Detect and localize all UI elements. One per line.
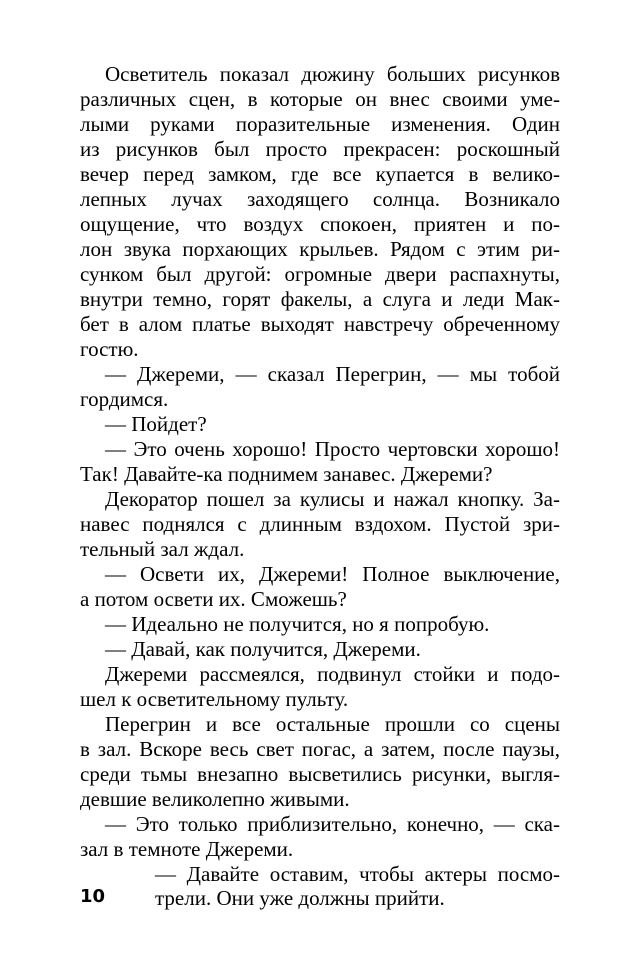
text-line: — Джереми, — сказал Перегрин, — мы тобой xyxy=(105,362,560,386)
text-line: Декоратор пошел за кулисы и нажал кнопку. За- xyxy=(105,487,560,511)
text-line: девшие великолепно живыми. xyxy=(80,787,350,811)
text-line: — Идеально не получится, но я попробую. xyxy=(105,612,490,636)
text-line: лепных лучах заходящего солнца. Возникало xyxy=(80,187,560,211)
text-line: среди тьмы внезапно высветились рисунки, выгля- xyxy=(80,762,560,786)
text-line: лон звука порхающих крыльев. Рядом с этим ри- xyxy=(80,237,560,261)
text-line: тельный зал ждал. xyxy=(80,537,245,561)
text-line: в зал. Вскоре весь свет погас, а затем, после паузы, xyxy=(80,737,560,761)
text-line: внутри темно, горят факелы, а слуга и леди Мак- xyxy=(80,287,560,311)
text-line: навес поднялся с длинным вздохом. Пустой зри- xyxy=(80,512,560,536)
text-line: гордимся. xyxy=(80,387,169,411)
text-line: бет в алом платье выходят навстречу обреченному xyxy=(80,312,560,336)
text-line: — Давай, как получится, Джереми. xyxy=(105,637,421,661)
text-line: — Давайте оставим, чтобы актеры посмо- xyxy=(155,862,560,886)
text-line: гостю. xyxy=(80,337,139,361)
text-line: лыми руками поразительные изменения. Один xyxy=(80,112,560,136)
text-line: зал в темноте Джереми. xyxy=(80,837,294,861)
text-line: — Это только приблизительно, конечно, — ска- xyxy=(105,812,560,836)
text-line: шел к осветительному пульту. xyxy=(80,687,349,711)
text-line: — Освети их, Джереми! Полное выключение, xyxy=(105,562,560,586)
text-line: Перегрин и все остальные прошли со сцены xyxy=(105,712,560,736)
text-line: ощущение, что воздух спокоен, приятен и по- xyxy=(80,212,560,236)
text-line: Джереми рассмеялся, подвинул стойки и подо- xyxy=(105,662,560,686)
page-number: 10 xyxy=(80,886,106,907)
text-line: вечер перед замком, где все купается в велико- xyxy=(80,162,560,186)
text-line: различных сцен, в которые он внес своими уме- xyxy=(80,87,560,111)
text-line: — Пойдет? xyxy=(105,412,207,436)
text-line: — Это очень хорошо! Просто чертовски хорошо! xyxy=(105,437,560,461)
text-line: а потом освети их. Сможешь? xyxy=(80,587,347,611)
text-line: трели. Они уже должны прийти. xyxy=(155,886,445,910)
text-line: Осветитель показал дюжину больших рисунков xyxy=(105,62,560,86)
text-line: сунком был другой: огромные двери распахнуты, xyxy=(80,262,560,286)
text-line: Так! Давайте-ка поднимем занавес. Джереми? xyxy=(80,462,493,486)
text-line: из рисунков был просто прекрасен: роскошный xyxy=(80,137,560,161)
